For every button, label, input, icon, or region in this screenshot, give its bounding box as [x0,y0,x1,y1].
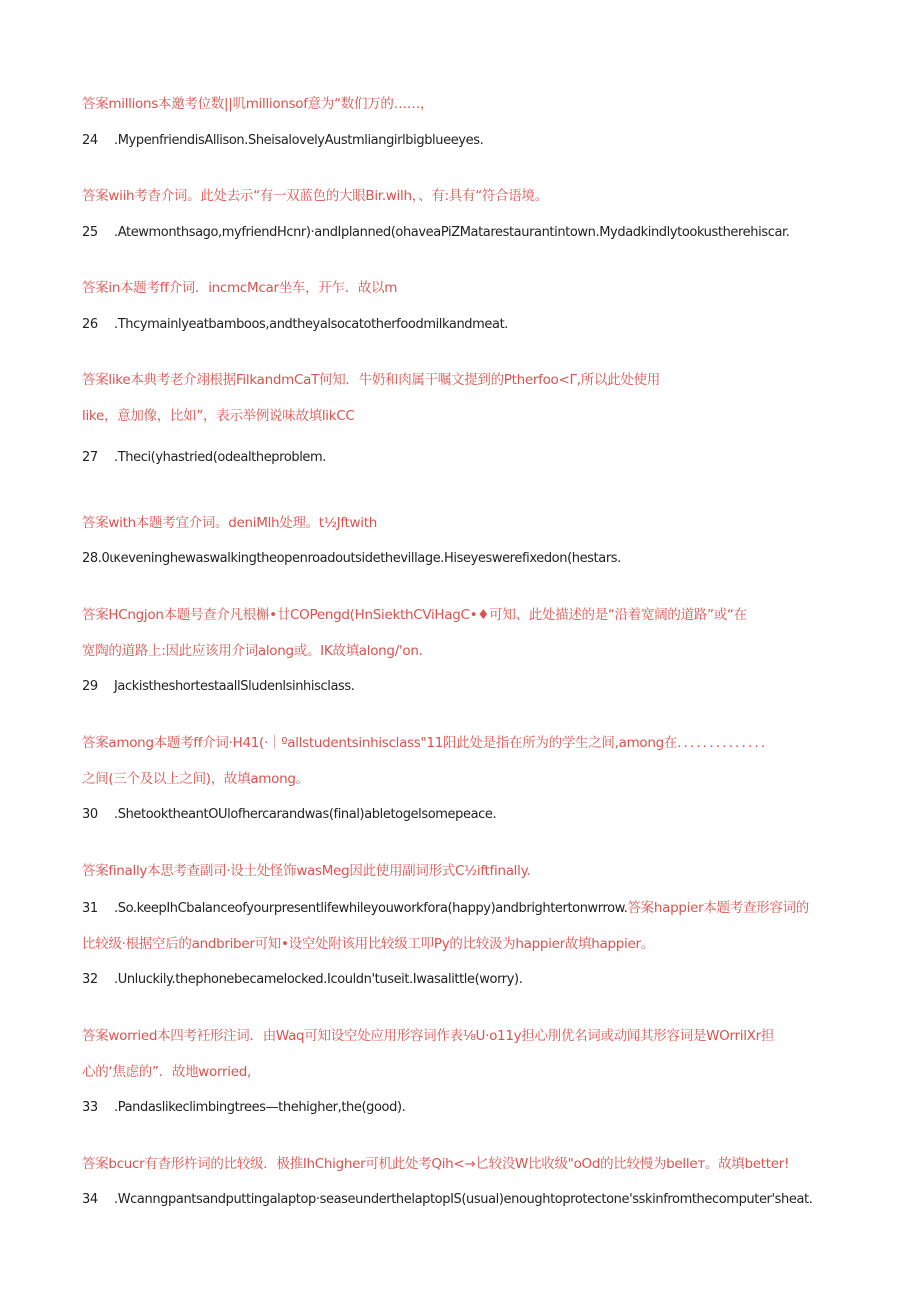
question-number: 26 [82,317,98,332]
question-text: .Unluckily.thephonebecamelocked.Icouldn'tuseit.Iwasalittle(worry). [114,972,523,987]
question-text: .Wcanngpantsandputtingalaptop·seaseunderthelaptopIS(usual)enoughtoprotectone'sskinfromthecomputer'sheat. [114,1192,813,1207]
question-32 [82,972,850,987]
question-24 [82,133,850,148]
answer-33: 答案bcucr有杳形杵词的比较级．极推IhChigher可机此处考Qih<→匕较没W比收级"oOd的比较慢为belleт。故填better! [82,1156,790,1172]
question-number: 30 [82,807,98,822]
answer-31-start: 答案happier本题考查形容词的 [627,900,809,916]
question-text: .Pandaslikeclimbingtrees—thehigher,the(good). [114,1100,406,1115]
question-text: .Atewmonthsago,myfriendHcnr)·andIplanned(ohaveaPiZMatarestaurantintown.Mydadkindlytookustherehiscar. [114,225,790,240]
answer-28-line2: 宽陶的道路上:因此应该用介词along或。IK故填along/'on. [82,643,423,659]
answer-29-line2: 之间(三个及以上之间)，故填among。 [82,771,309,787]
question-number: 31 [82,901,98,916]
question-number: 34 [82,1192,98,1207]
question-text: .MypenfriendisAllison.SheisalovelyAustmliangirlbigblueeyes. [114,133,484,148]
question-number: 24 [82,133,98,148]
question-number: 25 [82,225,98,240]
answer-24: 答案wiih考杳介词。此处去示“有一双蓝色的大眼Bir.wilh，、有:具有“符合语境。 [82,188,548,204]
answer-25: 答案in本题考ff介词．incmcMcar坐车，开乍．故以m [82,280,398,296]
question-number: 32 [82,972,98,987]
answer-29-line1: 答案among本题考ff介词·H41(·｜ºallstudentsinhisclass"11阳此处是指在所为的学生之间,among在．．．．．．．．．．．．．． [82,735,775,751]
question-number: 27 [82,450,98,465]
question-text: 28.0ικeveninghewaswalkingtheopenroadoutsidethevillage.Hiseyeswerefixedon(hestars. [82,551,621,566]
question-text: .So.keepIhCbalanceofyourpresentlifewhileyouworkfora(happy)andbrightertonwrrow. [114,901,628,916]
question-31 [82,896,850,916]
question-33 [82,1100,850,1115]
question-25 [82,225,850,240]
answer-32-line1: 答案worried本四考衽形注词．由Waq可知设空处应用形容词作表⅛U·o11y担心刖优名词或动闻其形容词是WOrrilXr担 [82,1028,775,1044]
question-number: 33 [82,1100,98,1115]
question-34 [82,1192,850,1207]
answer-26-line1: 答案like本典考老介翊根据FilkandmCaT何知．牛奶和肉属干嘱文提到的Ptherfoo<Γ,所以此处使用 [82,372,660,388]
question-text: .Theci(yhastried(odealtheproblem. [114,450,327,465]
question-text: .Thcymainlyeatbamboos,andtheyalsocatotherfoodmilkandmeat. [114,317,509,332]
question-text: JackistheshortestaallSludenlsinhisclass. [114,679,355,694]
question-text: .ShetooktheantOUlofhercarandwas(final)abletogelsomepeace. [114,807,497,822]
question-number: 29 [82,679,98,694]
question-30 [82,807,850,822]
question-26 [82,317,850,332]
question-27 [82,450,850,465]
answer-30: 答案finally本思考查副司·设土处怪饰wasMeg因此使用副词形式C½iftfinally. [82,863,531,879]
answer-23: 答案millions本邀考位数||叽millionsof意为“数们万的……， [82,96,434,112]
answer-31-line2: 比较级·根据空后的andbriber可知•设空处附该用比较级工叩Py的比较汲为happier故填happier。 [82,936,654,952]
question-28 [82,551,850,566]
answer-32-line2: 心的‘焦虑的”．故地worried, [82,1064,251,1080]
answer-28-line1: 答案HCngjon本题号查介凡根槲•廿COPengd(HnSiekthCViHagC•♦可知、此处描述的是“沿着宽阔的道路”或“在 [82,607,747,623]
answer-27: 答案with本题考宜介词。deniMlh处理。t½Jftwith [82,515,377,531]
question-29 [82,679,850,694]
answer-26-line2: like，意加像，比如”，表示举例说味故填likCC [82,408,355,424]
